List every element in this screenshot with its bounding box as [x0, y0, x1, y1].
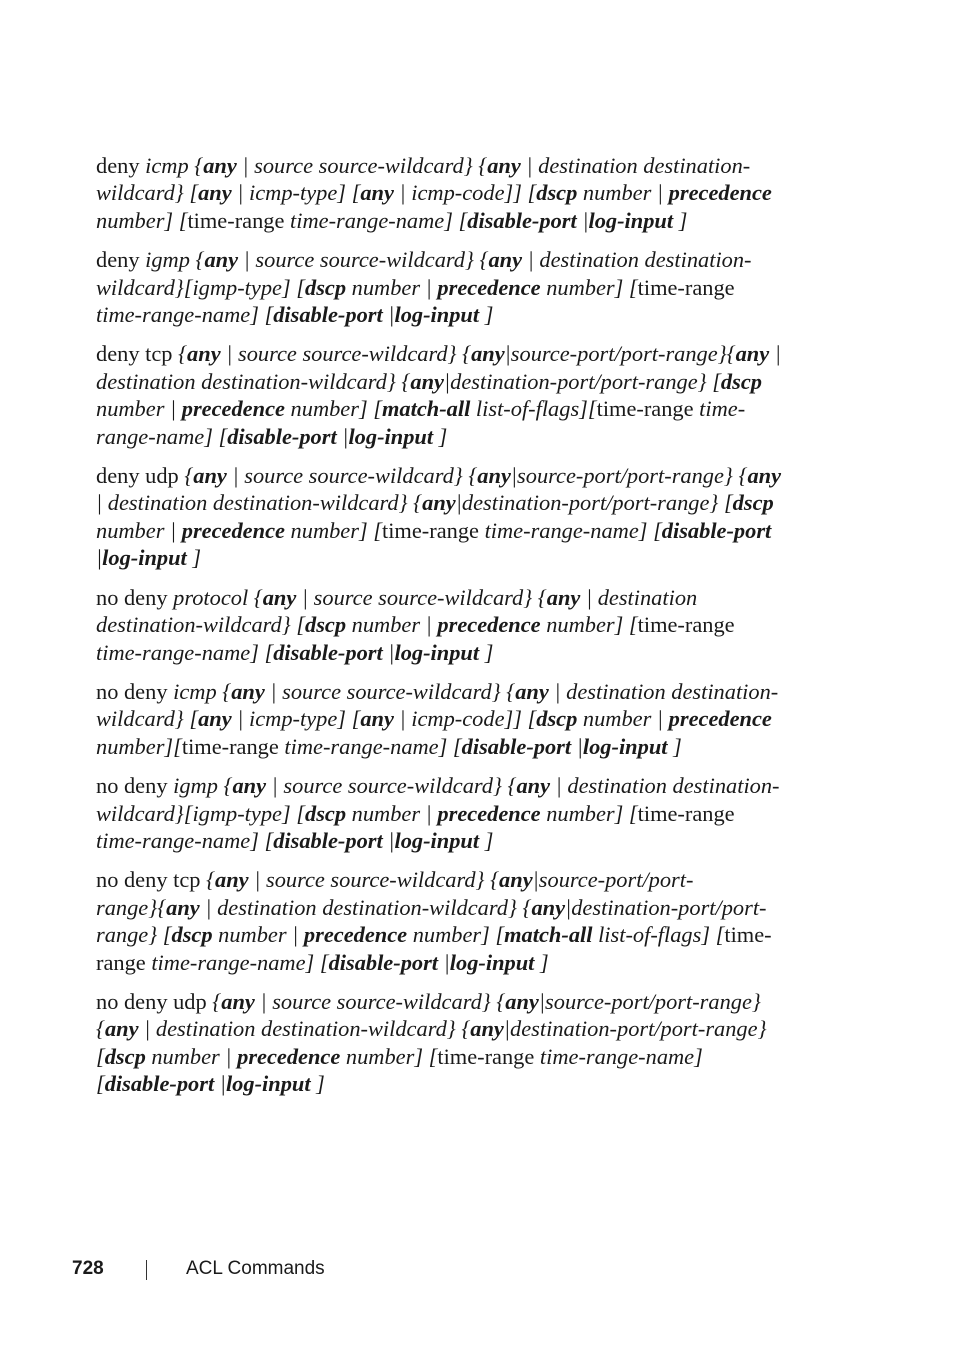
syntax-line — [96, 733, 836, 760]
parameter: igmp { — [173, 773, 233, 799]
syntax-line — [96, 274, 836, 301]
section-title: ACL Commands — [186, 1258, 325, 1279]
parameter: ] — [186, 545, 202, 571]
bold-keyword: log-input — [225, 1071, 311, 1097]
syntax-line — [96, 301, 836, 328]
page-number: 728 — [72, 1258, 104, 1279]
bold-keyword: precedence — [303, 922, 408, 948]
parameter: protocol { — [173, 584, 263, 610]
parameter: time-range-name] — [539, 1043, 703, 1069]
keyword: time-range — [637, 800, 735, 826]
bold-keyword: log-input — [348, 423, 434, 449]
bold-keyword: dscp — [720, 368, 762, 394]
parameter: time-range-name] [ — [284, 733, 462, 759]
parameter: | destination — [580, 584, 698, 610]
parameter: | source source-wildcard} { — [236, 153, 488, 178]
bold-keyword: log-input — [449, 949, 535, 975]
syntax-line — [96, 827, 836, 854]
keyword: no deny udp — [96, 988, 213, 1014]
keyword: no deny — [96, 584, 174, 610]
command-syntax — [96, 678, 836, 760]
bold-keyword: match-all — [381, 396, 471, 422]
bold-keyword: disable-port — [273, 827, 383, 853]
bold-keyword: disable-port — [461, 733, 572, 759]
parameter: number | — [145, 1043, 238, 1069]
parameter: | — [438, 949, 450, 975]
parameter: ] — [310, 1071, 325, 1097]
bold-keyword: any — [735, 341, 770, 367]
syntax-line — [96, 395, 836, 422]
parameter: | icmp-code]] [ — [393, 706, 537, 732]
parameter: { — [212, 988, 222, 1014]
parameter: | source source-wildcard} { — [220, 341, 472, 367]
parameter: | source source-wildcard} { — [238, 247, 489, 273]
parameter: number] [ — [284, 396, 382, 422]
parameter: ] — [479, 302, 494, 328]
parameter: number] [ — [407, 922, 505, 948]
bold-keyword: any — [104, 1016, 139, 1042]
parameter: number] [ — [96, 207, 188, 233]
parameter: time-range-name] [ — [290, 207, 468, 233]
syntax-line — [96, 894, 836, 921]
parameter: number | — [346, 800, 438, 826]
parameter: number | — [577, 706, 669, 732]
syntax-line — [96, 544, 836, 571]
bold-keyword: precedence — [668, 706, 772, 732]
parameter: wildcard} [ — [96, 706, 199, 732]
syntax-line — [96, 246, 836, 273]
parameter: | — [214, 1071, 226, 1097]
parameter: wildcard}[igmp-type] [ — [96, 274, 306, 300]
parameter: | — [571, 733, 583, 759]
bold-keyword: any — [203, 153, 237, 178]
parameter: { — [206, 867, 216, 893]
parameter: time-range-name] [ — [96, 827, 274, 853]
parameter: number] [ — [284, 517, 382, 543]
parameter: | — [382, 302, 395, 328]
syntax-line — [96, 423, 836, 450]
bold-keyword: dscp — [536, 706, 578, 732]
parameter: time-range-name] [ — [484, 517, 662, 543]
bold-keyword: any — [187, 341, 221, 367]
syntax-line — [96, 152, 836, 179]
bold-keyword: log-input — [102, 545, 187, 571]
command-syntax-list — [96, 152, 836, 1110]
bold-keyword: any — [166, 894, 200, 920]
bold-keyword: any — [262, 584, 297, 610]
parameter: number] [ — [540, 274, 638, 300]
parameter: |source-port/port- — [532, 867, 694, 893]
parameter: { — [178, 341, 188, 367]
parameter: number] [ — [340, 1043, 438, 1069]
bold-keyword: dscp — [171, 922, 213, 948]
syntax-line — [96, 800, 836, 827]
bold-keyword: any — [231, 678, 265, 704]
parameter: destination destination-wildcard} { — [96, 368, 411, 394]
parameter: | source source-wildcard} { — [254, 988, 506, 1014]
parameter: | — [336, 423, 349, 449]
syntax-line — [96, 1070, 836, 1097]
keyword: no deny — [96, 773, 174, 799]
command-syntax — [96, 584, 836, 666]
bold-keyword: disable-port — [273, 302, 383, 328]
parameter: |source-port/port-range} — [538, 988, 761, 1014]
parameter: number] [ — [540, 800, 638, 826]
keyword: time-range — [381, 517, 485, 543]
parameter: | source source-wildcard} { — [248, 867, 500, 893]
parameter: ] — [479, 639, 494, 665]
parameter: | icmp-type] [ — [231, 180, 361, 206]
bold-keyword: any — [546, 584, 581, 610]
syntax-line — [96, 207, 836, 234]
bold-keyword: dscp — [536, 180, 578, 206]
keyword: no deny tcp — [96, 867, 207, 893]
parameter: ] — [433, 423, 448, 449]
keyword: deny — [96, 247, 146, 273]
parameter: time- — [699, 396, 746, 422]
syntax-line — [96, 517, 836, 544]
parameter: range} [ — [96, 922, 172, 948]
parameter: { — [96, 1016, 105, 1042]
parameter: |destination-port/port-range} [ — [455, 490, 733, 516]
parameter: | destination destination-wildcard} { — [199, 894, 532, 920]
command-syntax — [96, 462, 836, 572]
parameter: number | — [346, 612, 438, 638]
keyword: no deny — [96, 678, 174, 704]
bold-keyword: any — [422, 490, 456, 516]
parameter: number | — [96, 396, 182, 422]
keyword: time-range — [437, 1043, 540, 1069]
parameter: | destination destination- — [520, 153, 751, 178]
bold-keyword: any — [470, 1016, 504, 1042]
parameter: | — [576, 207, 589, 233]
parameter: | destination destination- — [548, 678, 779, 704]
syntax-line — [96, 921, 836, 948]
parameter: | source source-wildcard} { — [266, 773, 517, 799]
parameter: range}{ — [96, 894, 167, 920]
bold-keyword: any — [499, 867, 533, 893]
bold-keyword: disable-port — [661, 517, 772, 543]
syntax-line — [96, 368, 836, 395]
syntax-line — [96, 678, 836, 705]
bold-keyword: precedence — [437, 800, 541, 826]
syntax-line — [96, 179, 836, 206]
bold-keyword: any — [531, 894, 566, 920]
parameter: | — [96, 545, 103, 571]
bold-keyword: any — [360, 180, 394, 206]
syntax-line — [96, 949, 836, 976]
command-syntax — [96, 246, 836, 328]
parameter: { — [184, 463, 194, 489]
bold-keyword: any — [215, 867, 249, 893]
bold-keyword: any — [488, 247, 523, 273]
parameter: wildcard} [ — [96, 180, 199, 206]
footer-separator — [146, 1260, 147, 1280]
parameter: | destination destination-wildcard} { — [138, 1016, 471, 1042]
syntax-line — [96, 772, 836, 799]
bold-keyword: precedence — [437, 274, 541, 300]
keyword: time-range — [596, 396, 700, 422]
command-syntax — [96, 866, 836, 976]
parameter: | source source-wildcard} { — [264, 678, 516, 704]
syntax-line — [96, 489, 836, 516]
parameter: list-of-flags] [ — [592, 922, 725, 948]
parameter: | destination destination- — [522, 247, 752, 273]
parameter: | — [382, 827, 395, 853]
syntax-line — [96, 639, 836, 666]
bold-keyword: dscp — [305, 274, 347, 300]
keyword: time-range — [637, 274, 735, 300]
keyword: deny tcp — [96, 341, 179, 367]
bold-keyword: any — [193, 463, 227, 489]
bold-keyword: log-input — [394, 639, 480, 665]
bold-keyword: any — [198, 180, 232, 206]
parameter: time-range-name] [ — [151, 949, 329, 975]
syntax-line — [96, 866, 836, 893]
bold-keyword: any — [198, 706, 232, 732]
parameter: number | — [212, 922, 304, 948]
bold-keyword: any — [410, 368, 444, 394]
parameter: wildcard}[igmp-type] [ — [96, 800, 306, 826]
parameter: |destination-port/port- — [565, 894, 767, 920]
parameter: range-name] [ — [96, 423, 228, 449]
parameter: ] — [534, 949, 549, 975]
command-syntax — [96, 988, 836, 1098]
keyword: time-range — [187, 207, 291, 233]
syntax-line — [96, 462, 836, 489]
bold-keyword: disable-port — [328, 949, 439, 975]
parameter: | source source-wildcard} { — [296, 584, 547, 610]
parameter: |source-port/port-range} { — [510, 463, 748, 489]
bold-keyword: log-input — [588, 207, 674, 233]
bold-keyword: precedence — [437, 612, 541, 638]
bold-keyword: precedence — [668, 180, 772, 206]
parameter: ] — [673, 207, 688, 233]
parameter: |destination-port/port-range} [ — [443, 368, 721, 394]
parameter: | icmp-type] [ — [231, 706, 361, 732]
bold-keyword: any — [221, 988, 255, 1014]
parameter: icmp { — [145, 153, 204, 178]
parameter: number | — [346, 274, 438, 300]
parameter: |destination-port/port-range} — [503, 1016, 767, 1042]
bold-keyword: disable-port — [227, 423, 337, 449]
parameter: ] — [667, 733, 682, 759]
bold-keyword: any — [477, 463, 511, 489]
command-syntax — [96, 772, 836, 854]
bold-keyword: disable-port — [273, 639, 383, 665]
syntax-line — [96, 340, 836, 367]
parameter: | icmp-code]] [ — [393, 180, 537, 206]
bold-keyword: log-input — [582, 733, 668, 759]
keyword: range — [96, 949, 152, 975]
syntax-line — [96, 705, 836, 732]
keyword: time-range — [637, 612, 735, 638]
bold-keyword: dscp — [104, 1043, 146, 1069]
parameter: | source source-wildcard} { — [226, 463, 478, 489]
page-footer — [0, 1256, 954, 1284]
bold-keyword: any — [360, 706, 394, 732]
keyword: deny udp — [96, 463, 185, 489]
parameter: | — [382, 639, 395, 665]
parameter: [ — [96, 1043, 105, 1069]
parameter: [ — [96, 1071, 105, 1097]
parameter: igmp { — [145, 247, 205, 273]
bold-keyword: precedence — [181, 517, 285, 543]
bold-keyword: any — [471, 341, 505, 367]
syntax-line — [96, 1043, 836, 1070]
parameter: | destination destination-wildcard} { — [96, 490, 423, 516]
keyword: deny — [96, 153, 146, 178]
parameter: number][ — [96, 733, 182, 759]
parameter: | — [769, 341, 781, 367]
bold-keyword: dscp — [305, 800, 347, 826]
parameter: number | — [96, 517, 182, 543]
bold-keyword: dscp — [305, 612, 347, 638]
bold-keyword: dscp — [732, 490, 774, 516]
bold-keyword: disable-port — [467, 207, 577, 233]
syntax-line — [96, 584, 836, 611]
parameter: | destination destination- — [550, 773, 780, 799]
bold-keyword: any — [204, 247, 239, 273]
bold-keyword: precedence — [181, 396, 285, 422]
parameter: number] [ — [540, 612, 638, 638]
parameter: time-range-name] [ — [96, 639, 274, 665]
parameter: number | — [577, 180, 669, 206]
bold-keyword: any — [505, 988, 539, 1014]
parameter: list-of-flags][ — [470, 396, 597, 422]
command-syntax — [96, 152, 836, 234]
bold-keyword: any — [515, 678, 549, 704]
parameter: destination-wildcard} [ — [96, 612, 306, 638]
bold-keyword: log-input — [394, 302, 480, 328]
parameter: icmp { — [173, 678, 232, 704]
syntax-line — [96, 611, 836, 638]
bold-keyword: disable-port — [104, 1071, 215, 1097]
parameter: |source-port/port-range}{ — [504, 341, 736, 367]
keyword: time-range — [181, 733, 285, 759]
syntax-line — [96, 988, 836, 1015]
bold-keyword: match-all — [504, 922, 593, 948]
bold-keyword: any — [516, 773, 551, 799]
command-syntax — [96, 340, 836, 450]
bold-keyword: any — [747, 463, 782, 489]
bold-keyword: precedence — [237, 1043, 341, 1069]
syntax-line — [96, 1015, 836, 1042]
parameter: time-range-name] [ — [96, 302, 274, 328]
bold-keyword: any — [232, 773, 267, 799]
bold-keyword: log-input — [394, 827, 480, 853]
parameter: ] — [479, 827, 494, 853]
keyword: time- — [724, 922, 772, 948]
bold-keyword: any — [487, 153, 521, 178]
